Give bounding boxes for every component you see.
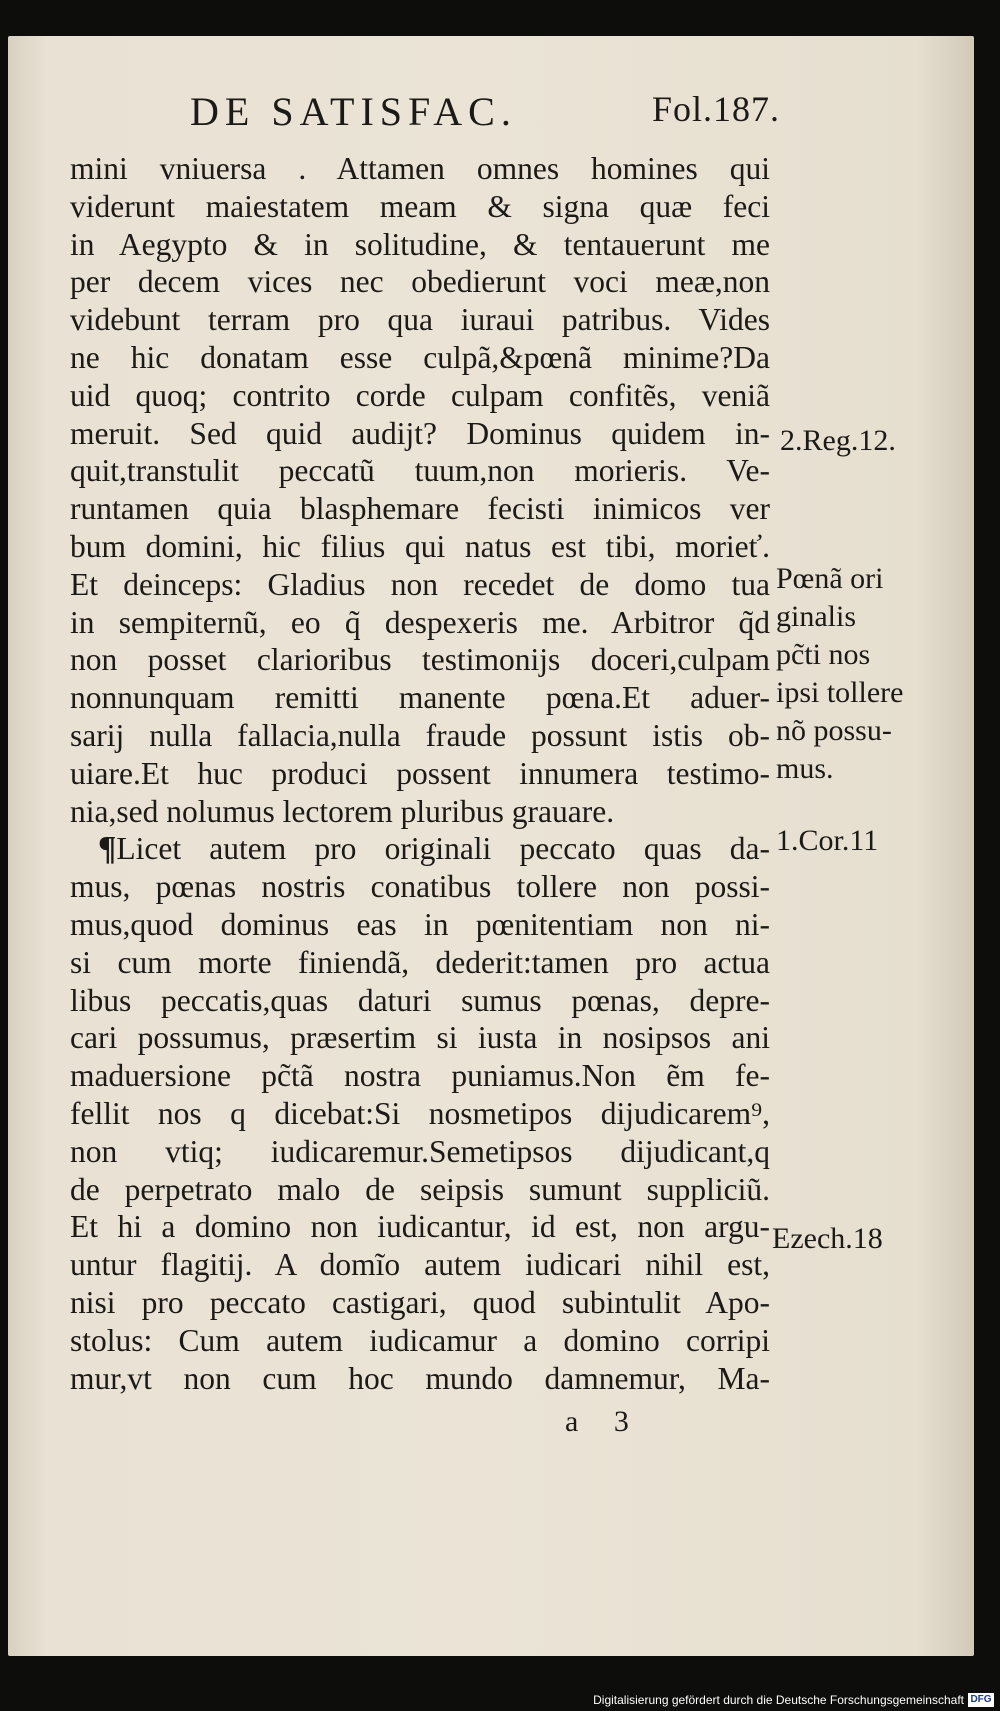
text-line: uiare.Et huc produci possent innumera testimo- [70, 755, 770, 791]
text-line: in sempiternũ, eo q̃ despexeris me. Arbitror q̃d [70, 604, 770, 640]
text-line: Et hi a domino non iudicantur, id est, non argu- [70, 1209, 770, 1245]
text-line: maduersione pc̃tã nostra puniamus.Non ẽm fe- [70, 1058, 770, 1094]
text-line: non posset clarioribus testimonijs doceri,culpam [70, 642, 770, 678]
page-header [190, 88, 780, 144]
margin-note-ezech: Ezech.18 [772, 1222, 883, 1255]
margin-note-reg: 2.Reg.12. [780, 424, 896, 457]
funding-credit: Digitalisierung gefördert durch die Deutsche Forschungsgemeinschaft [593, 1693, 964, 1707]
margin-note-poena-line: mus. [776, 752, 834, 785]
text-line: Et deinceps: Gladius non recedet de domo tua [70, 566, 770, 602]
paragraph-opening-line [70, 830, 770, 868]
text-line: mur,vt non cum hoc mundo damnemur, Ma- [70, 1360, 770, 1396]
text-line: Licet autem pro originali peccato quas da- [116, 831, 770, 867]
folio-number: Fol.187. [651, 89, 780, 129]
text-line: nisi pro peccato castigari, quod subintulit Apo- [70, 1284, 770, 1320]
running-title: DE SATISFAC. [190, 89, 517, 134]
text-line: quit,transtulit peccatũ tuum,non morieris. Ve- [70, 453, 770, 489]
text-line: bum domini, hic filius qui natus est tibi, morieť. [70, 528, 770, 564]
text-line: libus peccatis,quas daturi sumus pœnas, depre- [70, 982, 770, 1018]
text-line: viderunt maiestatem meam & signa quæ feci [70, 188, 770, 224]
signature-mark: a 3 [565, 1405, 643, 1438]
text-line: sarij nulla fallacia,nulla fraude possunt istis ob- [70, 717, 770, 753]
text-line: untur flagitij. A domĩo autem iudicari nihil est, [70, 1247, 770, 1283]
text-line: non vtiq; iudicaremur.Semetipsos dijudicant,q [70, 1133, 770, 1169]
paragraph-mark: ¶ [98, 830, 117, 868]
dfg-logo: DFG [968, 1693, 994, 1707]
margin-note-cor: 1.Cor.11 [776, 824, 879, 857]
margin-note-poena-line: Pœnã ori [776, 562, 884, 595]
text-line: fellit nos q dicebat:Si nosmetipos dijudicarem⁹, [70, 1095, 770, 1131]
text-line: stolus: Cum autem iudicamur a domino corripi [70, 1322, 770, 1358]
text-line: de perpetrato malo de seipsis sumunt suppliciũ. [70, 1171, 770, 1207]
text-line: meruit. Sed quid audijt? Dominus quidem in- [70, 415, 770, 451]
text-line: per decem vices nec obedierunt voci meæ,non [70, 264, 770, 300]
text-line: ne hic donatam esse culpã,&pœnã minime?Da [70, 339, 770, 375]
footer-bar [0, 1685, 1000, 1711]
main-text-block [70, 150, 770, 1397]
text-line: mus,quod dominus eas in pœnitentiam non ni- [70, 906, 770, 942]
margin-note-poena-line: pc̃ti nos [776, 638, 871, 671]
margin-note-poena-line: ipsi tollere [776, 676, 904, 709]
text-line: in Aegypto & in solitudine, & tentauerunt me [70, 226, 770, 262]
text-line: uid quoq; contrito corde culpam confitẽs, veniã [70, 377, 770, 413]
margin-note-poena-line: nõ possu- [776, 714, 892, 747]
text-line: nia,sed nolumus lectorem pluribus grauare. [70, 793, 615, 829]
text-line: mini vniuersa . Attamen omnes homines qui [70, 151, 770, 186]
text-line: videbunt terram pro qua iuraui patribus. Vides [70, 302, 770, 338]
text-line: nonnunquam remitti manente pœna.Et aduer- [70, 680, 770, 716]
text-line: mus, pœnas nostris conatibus tollere non possi- [70, 869, 770, 905]
text-line: cari possumus, præsertim si iusta in nosipsos ani [70, 1020, 770, 1056]
text-line: si cum morte finiendã, dederit:tamen pro actua [70, 944, 770, 980]
margin-note-poena-line: ginalis [776, 600, 856, 633]
text-line: runtamen quia blasphemare fecisti inimicos ver [70, 491, 770, 527]
